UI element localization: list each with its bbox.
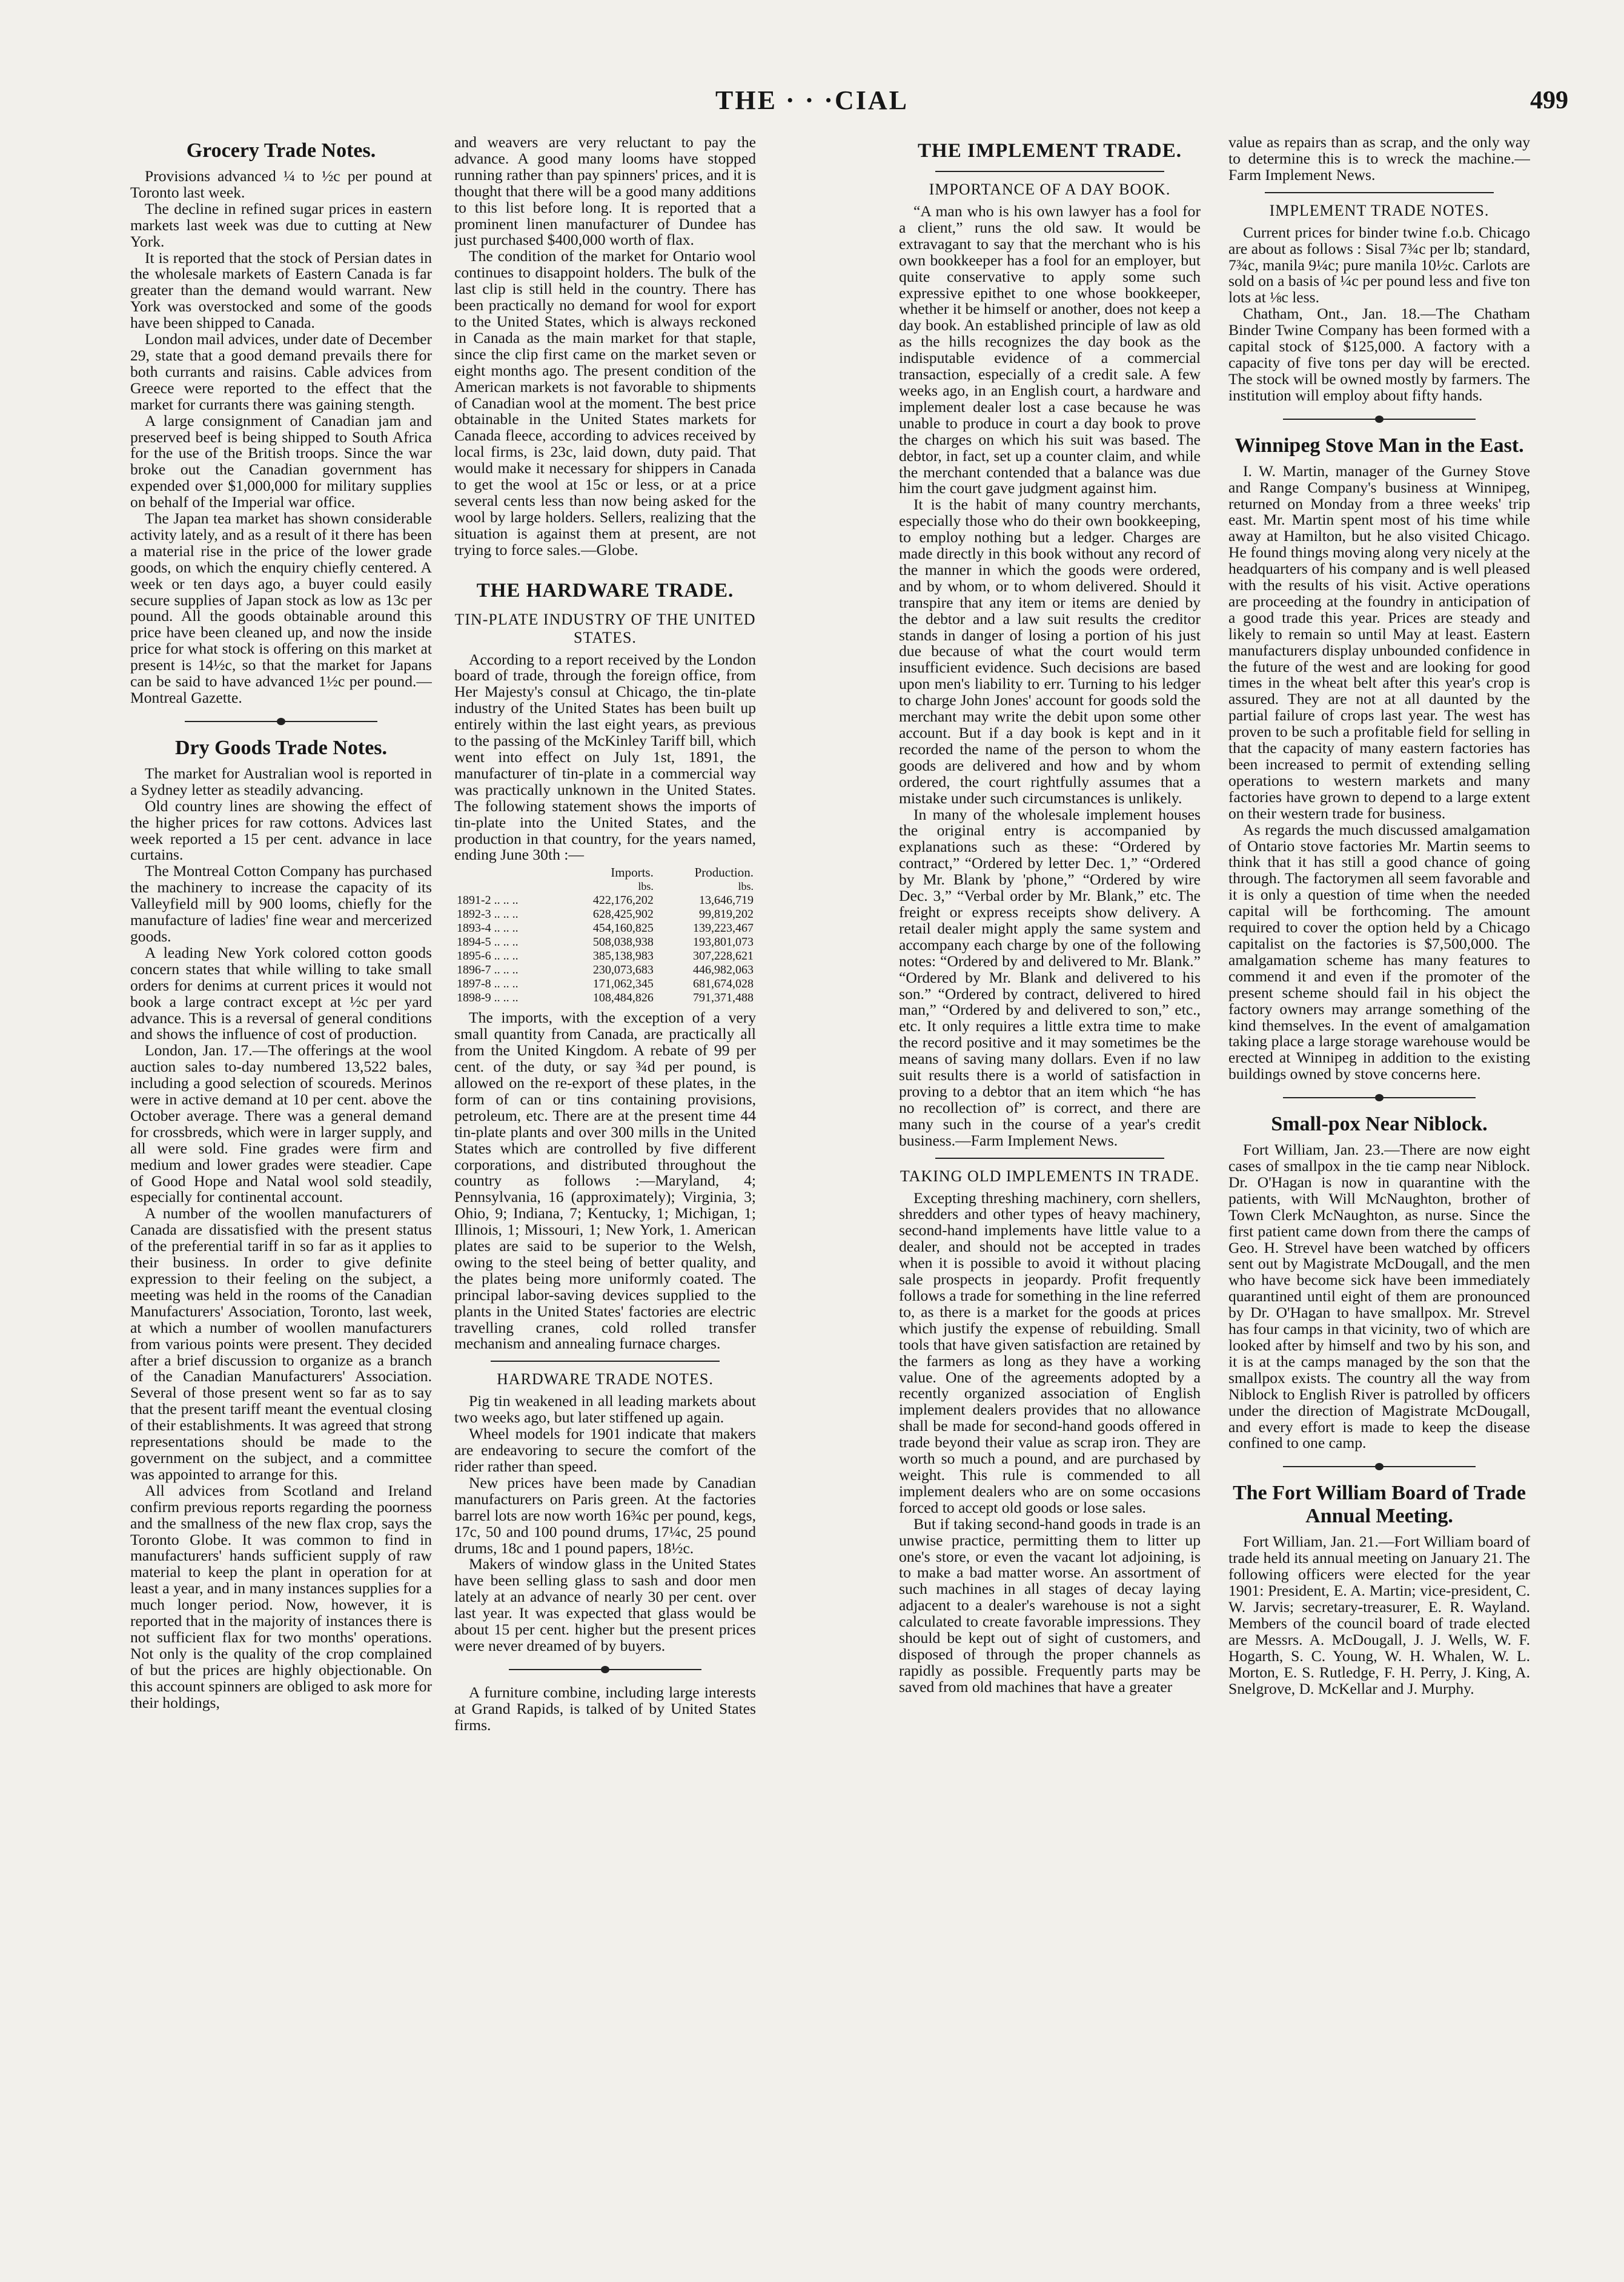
table-row: [454, 991, 756, 1005]
paragraph: According to a report received by the London board of trade, through the foreign office, from Her Majesty's consul at Chicago, the tin-plate industry of the United States has been built up entirely within the last eight years, as previous to the passing of the McKinley Tariff bill, which went into effect on July 1st, 1891, the manufacturer of tin-plate in a commercial way was practically unknown in the United States. The following statement shows the imports of tin-plate into the United States, and the production in that country, for the years named, ending June 30th :—: [454, 650, 756, 864]
paragraph: Pig tin weakened in all leading markets about two weeks ago, but later stiffened up again.: [454, 1392, 756, 1427]
paragraph: Wheel models for 1901 indicate that makers are endeavoring to secure the comfort of the rider rather than speed.: [454, 1425, 756, 1475]
tinplate-table: [454, 866, 756, 1005]
winnipeg-body: [1228, 463, 1530, 1083]
paragraph: A furniture combine, including large interests at Grand Rapids, is talked of by United States firms.: [454, 1683, 756, 1734]
paragraph: Provisions advanced ¼ to ½c per pound at Toronto last week.: [130, 167, 432, 201]
page-header: [0, 78, 1624, 126]
table-cell: 1891-2 .. .. ..: [457, 894, 519, 907]
table-header: [454, 866, 556, 880]
paragraph: and weavers are very reluctant to pay the advance. A good many looms have stopped running rather than pay spinners' prices, and it is thought that there will be a good many additions to this list before long. It is reported that a prominent linen manufacturer of Dundee has just purchased $400,000 worth of flax.: [454, 134, 756, 249]
table-cell: 139,223,467: [693, 921, 754, 935]
drygoods-heading: Dry Goods Trade Notes.: [174, 736, 388, 759]
page-number: 499: [1530, 87, 1568, 114]
paragraph: But if taking second-hand goods in trade is an unwise practice, permitting them to litter up one's store, or even the vacant lot adjoining, is to make a bad matter worse. An assortment of such machines in all stages of decay laying adjacent to a dealer's warehouse is not a sight calculated to create favorable impressions. They should be kept out of sight of customers, and disposed of through the proper channels as rapidly as possible. Frequently parts may be saved from old machines that have a greater: [899, 1514, 1201, 1696]
table-header: Imports.: [611, 865, 654, 880]
paragraph: It is the habit of many country merchants, especially those who do their own bookkeeping, to employ nothing but a ledger. Charges are made directly in this book without any record of the manner in which the goods were ordered, and by whom, or to whom delivered. Should it transpire that any item or items are denied by the debtor and a law suit results the creditor stands in danger of losing a portion of his just due because of what the court would term insufficient evidence. Such decisions are based upon men's liability to err. Turning to his ledger to charge John Jones' account for goods sold the merchant may write the debit upon some other account. But if a day book is kept and in it recorded the name of the person to whom the goods are delivered and how and by whom ordered, the court rightfully assumes that a mistake under such circumstances is unlikely.: [899, 496, 1201, 807]
paragraph: All advices from Scotland and Ireland confirm previous reports regarding the poorness and the smallness of the new flax crop, says the Toronto Globe. It was common to find in manufacturers' hands sufficient supply of raw material to keep the plant in operation for at least a year, and in many instances supplies for a much longer period. Now, however, it is reported that in the majority of instances there is not sufficient flax for two months' operations. Not only is the quality of the crop complained of but the prices are highly objectionable. On this account spinners are obliged to ask more for their holdings,: [130, 1481, 432, 1711]
table-cell: 1898-9 .. .. ..: [457, 991, 519, 1005]
ornamental-divider: [1283, 415, 1476, 423]
paragraph: Fort William, Jan. 21.—Fort William board of trade held its annual meeting on January 21. The following officers were elected for the year 1901: President, E. A. Martin; vice-president, C. W. Jarvis; secretary-treasurer, E. R. Wayland. Members of the council board of trade elected are Messrs. A. McDougall, J. J. Wells, W. F. Hogarth, S. C. Young, W. H. Whalen, W. L. Morton, E. S. Rutledge, F. H. Perry, J. King, A. Snelgrove, D. McKellar and J. Murphy.: [1228, 1533, 1530, 1697]
paragraph: As regards the much discussed amalgamation of Ontario stove factories Mr. Martin seems to think that it has still a good chance of going through. The factorymen all seem favorable and it is only a question of time when the needed capital will be forthcoming. The amount required to cover the option held by a Chicago capitalist on the factories is $7,500,000. The amalgamation scheme has many features to commend it and even if the promoter of the present scheme should fail in his object the factory owners may arrange something of the kind themselves. In the event of amalgamation taking place a large storage warehouse would be erected at Winnipeg in addition to the existing buildings owned by stove concerns here.: [1228, 820, 1530, 1083]
table-cell: 628,425,902: [592, 907, 654, 921]
taking-heading: TAKING OLD IMPLEMENTS IN TRADE.: [900, 1167, 1200, 1185]
table-header-row: [454, 866, 756, 880]
table-cell: 446,982,063: [693, 963, 754, 977]
table-cell: 13,646,719: [699, 894, 754, 907]
paragraph: It is reported that the stock of Persian dates in the wholesale markets of Eastern Canada is far greater than the demand would warrant. New York was overstocked and some of the goods have been shipped to Canada.: [130, 248, 432, 332]
table-cell: 681,674,028: [693, 977, 754, 991]
column-1: [130, 134, 432, 2243]
table-cell: 1893-4 .. .. ..: [457, 921, 519, 935]
impnotes-body: [1228, 225, 1530, 404]
column-2: [454, 134, 756, 2243]
column-4: [1228, 134, 1530, 2243]
paragraph: Excepting threshing machinery, corn shellers, shredders and other types of heavy machinery, second-hand implements have little value to a dealer, and should not be accepted in trades when it is possible to avoid it without placing sale prospects in jeopardy. Profit frequently follows a trade for something in the line referred to, as there is a market for the goods at prices which justify the expense of rebuilding. Small tools that have given satisfaction are retained by the farmers as long as they have a working value. One of the agreements adopted by a recently organized association of English implement dealers provides that no allowance shall be made for second-hand goods offered in trade beyond their value as scrap iron. They are worth so much a pound, and are purchased by weight. This rule is commended to all implement dealers who are on some occasions forced to accept old goods or lose sales.: [899, 1189, 1201, 1516]
board-heading: The Fort William Board of Trade Annual Meeting.: [1233, 1482, 1526, 1528]
taking-body: [899, 1190, 1201, 1696]
table-unit: lbs.: [638, 880, 654, 893]
table-cell: 791,371,488: [693, 991, 754, 1005]
table-row: [454, 977, 756, 991]
paragraph: The Montreal Cotton Company has purchased the machinery to increase the capacity of its Valleyfield mill by 900 looms, chiefly for the manufacture of ladies' fine wear and mercerized goods.: [130, 862, 432, 945]
table-unit: lbs.: [738, 880, 754, 893]
paragraph: London mail advices, under date of December 29, state that a good demand prevails there for both currants and raisins. Cable advices from Greece were reported to the effect that the market for currants there was gaining stength.: [130, 330, 432, 413]
paragraph: A number of the woollen manufacturers of Canada are dissatisfied with the present status of the preferential tariff in so far as it applies to their business. In order to give definite expression to their feeling on the subject, a meeting was held in the rooms of the Canadian Manufacturers' Association, Toronto, last week, at which a number of woollen manufacturers from various points were present. They decided after a brief discussion to organize as a branch of the Canadian Manufacturers' Association. Several of those present went so far as to say that the present tariff meant the eventual closing of their establishments. It was agreed that strong representations should be made to the government on the subject, and a committee was appointed to arrange for this.: [130, 1204, 432, 1483]
tinplate-heading: TIN-PLATE INDUSTRY OF THE UNITED STATES.: [454, 610, 756, 646]
section-divider: [1265, 192, 1494, 193]
paragraph: A large consignment of Canadian jam and preserved beef is being shipped to South Africa for the use of the British troops. Since the war broke out the Canadian government has expended over $1,000,000 for military supplies on behalf of the Imperial war office.: [130, 411, 432, 511]
ornamental-divider: [1283, 1093, 1476, 1102]
section-divider: [935, 1158, 1164, 1159]
paragraph: value as repairs than as scrap, and the only way to determine this is to wreck the machine.—Farm Implement News.: [1228, 134, 1530, 184]
table-cell: 1894-5 .. .. ..: [457, 935, 519, 949]
paragraph: Chatham, Ont., Jan. 18.—The Chatham Binder Twine Company has been formed with a capital stock of $125,000. A factory with a capacity of five tons per day will be erected. The stock will be owned mostly by farmers. The institution will employ about fifty hands.: [1228, 305, 1530, 404]
paragraph: The condition of the market for Ontario wool continues to disappoint holders. The bulk of the last clip is still held in the country. There has been practically no demand for wool for export to the United States, which is always reckoned in Canada as the main market for that staple, since the clip first came on the market seven or eight months ago. The present condition of the American markets is not favorable to shipments of Canadian wool at the moment. The best price obtainable in the United States markets for Canada fleece, according to advices received by local firms, is 23c, laid down, duty paid. That would make it necessary for shippers in Canada to get the wool at 15c or less, or at a price several cents less than now being asked for the wool by large holders. Sellers, realizing that the situation is against them at present, are not trying to force sales.—Globe.: [454, 247, 756, 559]
hwnotes-heading: HARDWARE TRADE NOTES.: [497, 1370, 714, 1388]
column-3: [899, 134, 1201, 2243]
table-body: [454, 894, 756, 1005]
ornamental-divider: [509, 1665, 701, 1674]
drygoods-body: [130, 766, 432, 1711]
paragraph: Fort William, Jan. 23.—There are now eight cases of smallpox in the tie camp near Niblock. Dr. O'Hagan is now in quarantine with the patients, with Will McNaughton, brother of Town Clerk McNaughton, as nurse. Since the first patient came down from there the camps of Geo. H. Strevel have been watched by officers sent out by Magistrate McDougall, and the men who have become sick have been immediately quarantined until eight of them are pronounced by Dr. O'Hagan to have smallpox. Mr. Strevel has four camps in that vicinity, two of which are looked after by himself and two by his son, and it is at the camps managed by the son that the smallpox exists. The country all the way from Niblock to English River is patrolled by officers under the direction of Magistrate McDougall, and every effort is made to keep the disease confined to one camp.: [1228, 1141, 1530, 1452]
paragraph: New prices have been made by Canadian manufacturers on Paris green. At the factories barrel lots are now worth 16¾c per pound, kegs, 17c, 50 and 100 pound drums, 17¼c, 25 pound drums, 18c and 1 pound papers, 18½c.: [454, 1473, 756, 1557]
section-divider: [935, 171, 1164, 172]
table-cell: 1892-3 .. .. ..: [457, 907, 519, 921]
table-cell: 1897-8 .. .. ..: [457, 977, 519, 991]
table-row: [454, 949, 756, 963]
table-cell: 1896-7 .. .. ..: [457, 963, 519, 977]
table-row: [454, 894, 756, 907]
paragraph: The Japan tea market has shown considerable activity lately, and as a result of it there has been a material rise in the price of the lower grade goods, on which the enquiry chiefly centered. A week or ten days ago, a buyer could easily secure supplies of Japan stock as low as 13c per pound. All the goods obtainable around this price have been cleaned up, and now the inside price for what stock is offering on this market at present is 14½c, so that the market for Japans can be said to have advanced 1½c per pound.—Montreal Gazette.: [130, 509, 432, 706]
table-cell: 108,484,826: [592, 991, 654, 1005]
hardware-heading: THE HARDWARE TRADE.: [476, 579, 734, 602]
paragraph: In many of the wholesale implement houses the original entry is accompanied by explanations such as these: “Ordered by contract,” “Ordered by letter Dec. 1,” “Ordered by Mr. Blank by 'phone,” “Ordered by wire Dec. 3,” “Verbal order by Mr. Blank,” etc. The freight or express receipts show delivery. A retail dealer might apply the same system and accompany each charge by one of the following notes: “Ordered by and delivered to Mr. Blank.” “Ordered by Mr. Blank and delivered to his son.” “Ordered by contract, delivered to hired man,” “Ordered by and delivered to son,” etc., etc. It only requires a little extra time to make the record positive and it may sometimes be the means of saving many dollars. Even if no law suit results there is a world of satisfaction in proving to a debtor that an item which “he has no recollection of” is correct, and there are many such in the course of a year's credit business.—Farm Implement News.: [899, 805, 1201, 1149]
section-divider: [491, 1361, 720, 1362]
table-row: [454, 935, 756, 949]
table-cell: 1895-6 .. .. ..: [457, 949, 519, 963]
paragraph: A leading New York colored cotton goods concern states that while willing to take small orders for denims at current prices it would not book a large contract except at ½c per yard advance. This is a reversal of general conditions and shows the influence of cost of production.: [130, 943, 432, 1043]
ornamental-divider: [185, 717, 377, 726]
table-units-row: [454, 880, 756, 894]
winnipeg-heading: Winnipeg Stove Man in the East.: [1235, 434, 1524, 457]
table-cell: 171,062,345: [592, 977, 654, 991]
paragraph: I. W. Martin, manager of the Gurney Stove and Range Company's business at Winnipeg, returned on Monday from a three weeks' trip east. Mr. Martin spent most of his time while away at Hamilton, but he also visited Chicago. He found things moving along very nicely at the headquarters of his company and is well pleased with the results of his visit. Active operations are proceeding at the foundry in anticipation of a good trade this year. Prices are steady and likely to remain so until May at least. Eastern manufacturers display unbounded confidence in the future of the west and are looking for good times in the wheat belt after this year's crop is assured. They are not at all daunted by the partial failure of crops last year. The west has proven to be such a profitable field for selling in that the capacity of many eastern factories has been increased to permit of extending selling operations to western markets and many factories have grown to depend to a large extent on their western trade for business.: [1228, 462, 1530, 822]
running-title: THE · · ·CIAL: [715, 85, 909, 115]
daybook-body: [899, 204, 1201, 1149]
impnotes-heading: IMPLEMENT TRADE NOTES.: [1269, 201, 1490, 219]
paragraph: The market for Australian wool is reported in a Sydney letter as steadily advancing.: [130, 764, 432, 798]
table-cell: 454,160,825: [592, 921, 654, 935]
table-cell: 508,038,938: [592, 935, 654, 949]
table-header: Production.: [694, 865, 754, 880]
paragraph: The decline in refined sugar prices in eastern markets last week was due to cutting at New York.: [130, 199, 432, 250]
paragraph: Makers of window glass in the United States have been selling glass to sash and door men lately at an advance of nearly 30 per cent. over last year. It was expected that glass would be about 15 per cent. higher but the present prices were never dreamed of by buyers.: [454, 1555, 756, 1654]
table-unit: [454, 880, 556, 894]
paragraph: The imports, with the exception of a very small quantity from Canada, are practically all from the United Kingdom. A rebate of 99 per cent. of the duty, or say ¾d per pound, is allowed on the re-export of these plates, in the form of can or tins containing provisions, petroleum, etc. There are at the present time 44 tin-plate plants and over 300 mills in the United States which are controlled by five different corporations, and distributed throughout the country as follows :—Maryland, 4; Pennsylvania, 16 (approximately); Virginia, 3; Ohio, 9; Indiana, 7; Kentucky, 1; Michigan, 1; Illinois, 1; Missouri, 1; New York, 1. American plates are said to be superior to the Welsh, owing to the steel being of better quality, and the plates being more uniformly coated. The principal labor-saving devices supplied to the plants in the United States' factories are electric travelling cranes, cold rolled transfer mechanism and annealing furnace charges.: [454, 1009, 756, 1353]
table-cell: 307,228,621: [693, 949, 754, 963]
paragraph: London, Jan. 17.—The offerings at the wool auction sales to-day numbered 13,522 bales, including a good selection of scoureds. Merinos were in active demand at 10 per cent. above the October average. There was a general demand for crossbreds, which were in larger supply, and all were sold. Fine grades were firm and medium and lower grades were steadier. Cape of Good Hope and Natal wool sold steadily, especially for continental account.: [130, 1041, 432, 1206]
paragraph: Old country lines are showing the effect of the higher prices for raw cottons. Advices last week reported a 15 per cent. advance in lace curtains.: [130, 797, 432, 864]
table-cell: 385,138,983: [592, 949, 654, 963]
ornamental-divider: [1283, 1462, 1476, 1471]
wool-continuation: [454, 134, 756, 559]
grocery-body: [130, 168, 432, 706]
table-row: [454, 907, 756, 921]
paragraph: “A man who is his own lawyer has a fool for a client,” runs the old saw. It would be extravagant to say that the merchant who is his own bookkeeper has a fool for an employer, but quite conservative to apply some such expressive epithet to one whose bookkeeper, whether it be himself or another, does not keep a day book. An established principle of law as old as the hills recognizes the day book as the indisputable evidence of a commercial transaction, especially of a credit sale. A few weeks ago, in an English court, a hardware and implement dealer lost a case because he was unable to produce in court a day book to prove the charges on which his suit was based. The debtor, in fact, set up a counter claim, and while the merchant contended that a balance was due him the court gave judgment against him.: [899, 202, 1201, 497]
daybook-heading: IMPORTANCE OF A DAY BOOK.: [929, 181, 1171, 198]
table-row: [454, 963, 756, 977]
table-row: [454, 921, 756, 935]
hwnotes-body: [454, 1393, 756, 1654]
grocery-heading: Grocery Trade Notes.: [186, 139, 376, 162]
table-cell: 230,073,683: [592, 963, 654, 977]
table-cell: 193,801,073: [693, 935, 754, 949]
smallpox-heading: Small-pox Near Niblock.: [1271, 1113, 1488, 1136]
table-cell: 422,176,202: [592, 894, 654, 907]
paragraph: Current prices for binder twine f.o.b. Chicago are about as follows : Sisal 7¾c per lb; standard, 7¾c, manila 9¼c; pure manila 10½c. Carlots are sold on a basis of ¼c per pound less and five ton lots at ⅛c less.: [1228, 223, 1530, 307]
implement-heading: THE IMPLEMENT TRADE.: [918, 140, 1182, 162]
table-cell: 99,819,202: [699, 907, 754, 921]
